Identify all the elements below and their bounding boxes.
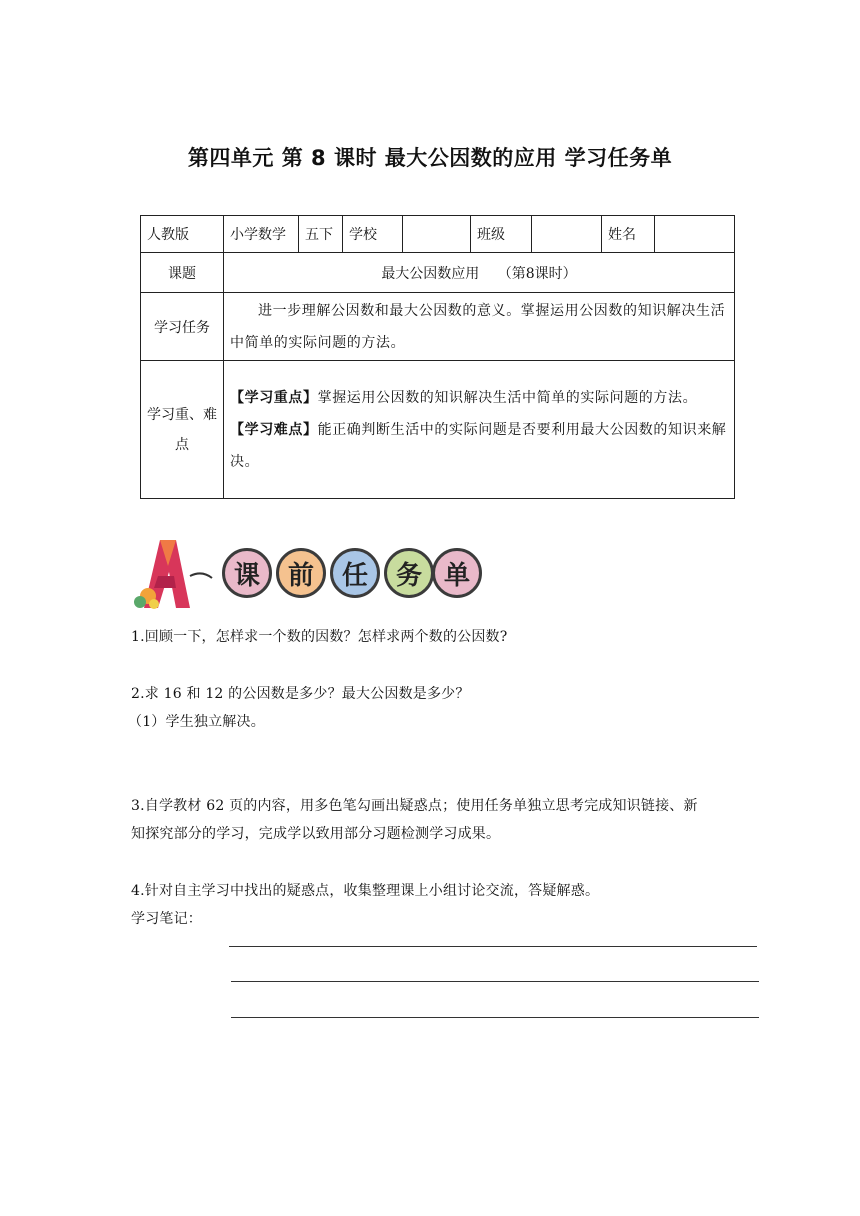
difficult-point-text: 能正确判断生活中的实际问题是否要利用最大公因数的知识来解决。 xyxy=(230,421,727,470)
school-field[interactable] xyxy=(403,216,471,253)
topic-label: 课题 xyxy=(141,253,224,293)
edition-cell: 人教版 xyxy=(141,216,224,253)
notes-line-3[interactable] xyxy=(231,1017,759,1018)
school-label: 学校 xyxy=(343,216,403,253)
banner-char-2: 前 xyxy=(276,548,326,598)
banner-char-3: 任 xyxy=(330,548,380,598)
banner-char-4: 务 xyxy=(384,548,434,598)
key-label: 学习重、难点 xyxy=(141,361,224,499)
question-2: 2.求 16 和 12 的公因数是多少？最大公因数是多少？ xyxy=(131,686,470,702)
info-table xyxy=(140,215,735,499)
task-value: 进一步理解公因数和最大公因数的意义。掌握运用公因数的知识解决生活中简单的实际问题的方法。 xyxy=(230,302,726,351)
question-3-line-1: 3.自学教材 62 页的内容，用多色笔勾画出疑惑点；使用任务单独立思考完成知识链接、新 xyxy=(131,798,698,814)
banner-letter: A xyxy=(128,536,129,537)
name-field[interactable] xyxy=(655,216,735,253)
key-point-tag: 【学习重点】 xyxy=(230,389,318,406)
class-field[interactable] xyxy=(532,216,602,253)
notes-line-1[interactable] xyxy=(229,946,757,947)
difficult-point-tag: 【学习难点】 xyxy=(230,421,318,438)
question-3-line-2: 知探究部分的学习，完成学以致用部分习题检测学习成果。 xyxy=(131,826,501,842)
key-point-text: 掌握运用公因数的知识解决生活中简单的实际问题的方法。 xyxy=(317,389,698,406)
notes-line-2[interactable] xyxy=(231,981,759,982)
class-label: 班级 xyxy=(471,216,532,253)
page-title: 第四单元 第 8 课时 最大公因数的应用 学习任务单 xyxy=(187,146,673,170)
pre-class-banner xyxy=(128,536,488,612)
banner-char-5: 单 xyxy=(432,548,482,598)
key-points-cell xyxy=(224,361,735,499)
question-2-sub: （1）学生独立解决。 xyxy=(128,714,265,730)
subject-cell: 小学数学 xyxy=(224,216,299,253)
key-point xyxy=(230,382,728,414)
name-label: 姓名 xyxy=(602,216,655,253)
difficult-point xyxy=(230,414,728,478)
letter-a-logo xyxy=(128,536,228,612)
notes-label: 学习笔记： xyxy=(131,911,202,927)
question-1: 1.回顾一下，怎样求一个数的因数？怎样求两个数的公因数? xyxy=(131,629,508,645)
task-value-cell xyxy=(224,293,735,361)
grade-cell: 五下 xyxy=(299,216,343,253)
task-label: 学习任务 xyxy=(141,293,224,361)
topic-value: 最大公因数应用 （第8课时） xyxy=(224,253,735,293)
banner-char-1: 课 xyxy=(222,548,272,598)
question-4: 4.针对自主学习中找出的疑惑点，收集整理课上小组讨论交流，答疑解惑。 xyxy=(131,883,600,899)
